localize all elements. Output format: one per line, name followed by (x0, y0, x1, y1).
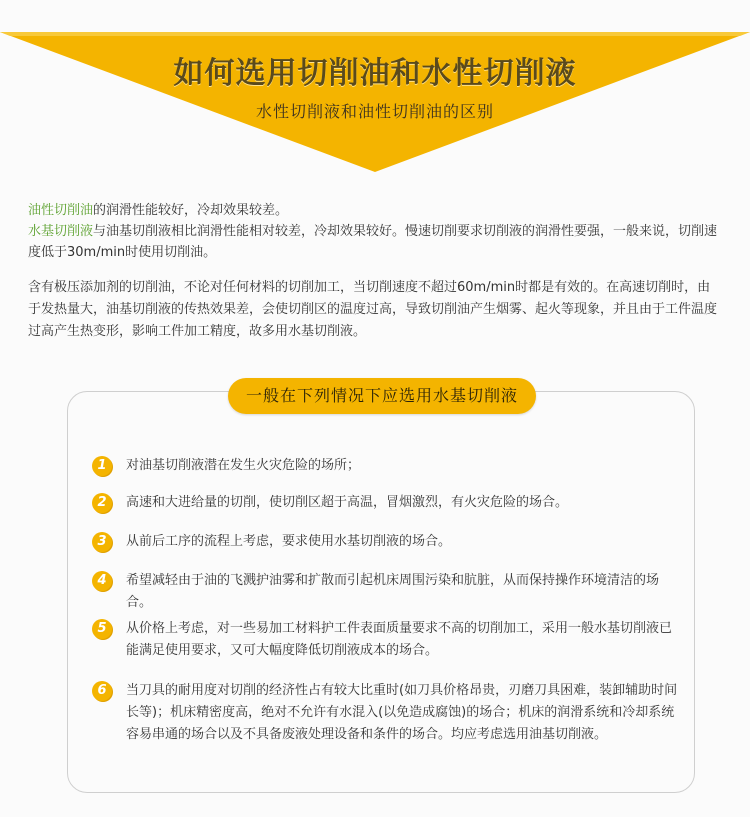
number-badge-icon: 4 (92, 571, 112, 591)
header-banner (0, 0, 750, 175)
intro-paragraph-1 (28, 200, 720, 263)
number-badge-icon: 3 (92, 532, 112, 552)
list-item-text: 高速和大进给量的切削，使切削区超于高温，冒烟激烈，有火灾危险的场合。 (126, 495, 569, 510)
section-title: 一般在下列情况下应选用水基切削液 (228, 378, 536, 414)
list-item (92, 680, 682, 746)
list-item (92, 492, 682, 514)
list-item (92, 570, 682, 614)
list-item-text: 当刀具的耐用度对切削的经济性占有较大比重时(如刀具价格昂贵，刃磨刀具困难，装卸辅助时间长等)；机床精密度高，绝对不允许有水混入(以免造成腐蚀)的场合；机床的润滑系统和冷却系统容易串通的场合以及不具备废液处理设备和条件的场合。均应考虑选用油基切削液。 (126, 683, 678, 742)
number-badge-icon: 1 (92, 456, 112, 476)
list-item (92, 455, 682, 477)
intro-paragraph-2: 含有极压添加剂的切削油，不论对任何材料的切削加工，当切削速度不超过60m/min时都是有效的。在高速切削时，由于发热量大，油基切削液的传热效果差，会使切削区的温度过高，导致切削油产生烟雾、起火等现象，并且由于工件温度过高产生热变形，影响工件加工精度，故多用水基切削液。 (28, 280, 718, 339)
list-item-text: 希望减轻由于油的飞溅护油雾和扩散而引起机床周围污染和肮脏，从而保持操作环境清洁的场合。 (126, 573, 660, 610)
page-subtitle: 水性切削液和油性切削油的区别 (255, 102, 494, 121)
list-item (92, 531, 682, 553)
number-badge-icon: 6 (92, 681, 112, 701)
oil-term: 油性切削油 (28, 203, 94, 218)
list-item-text: 对油基切削液潜在发生火灾危险的场所； (126, 458, 361, 473)
list-item (92, 618, 682, 662)
water-term: 水基切削液 (28, 224, 94, 239)
water-desc: 与油基切削液相比润滑性能相对较差，冷却效果较好。慢速切削要求切削液的润滑性要强，一般来说，切削速度低于30m/min时使用切削油。 (28, 224, 718, 260)
number-badge-icon: 5 (92, 619, 112, 639)
intro-section (28, 200, 720, 353)
list-item-text: 从前后工序的流程上考虑，要求使用水基切削液的场合。 (126, 534, 452, 549)
oil-desc: 的润滑性能较好，冷却效果较差。 (93, 203, 289, 218)
number-badge-icon: 2 (92, 493, 112, 513)
page-title: 如何选用切削油和水性切削液 (173, 56, 577, 91)
list-item-text: 从价格上考虑，对一些易加工材料护工件表面质量要求不高的切削加工，采用一般水基切削液已能满足使用要求，又可大幅度降低切削液成本的场合。 (126, 621, 673, 658)
